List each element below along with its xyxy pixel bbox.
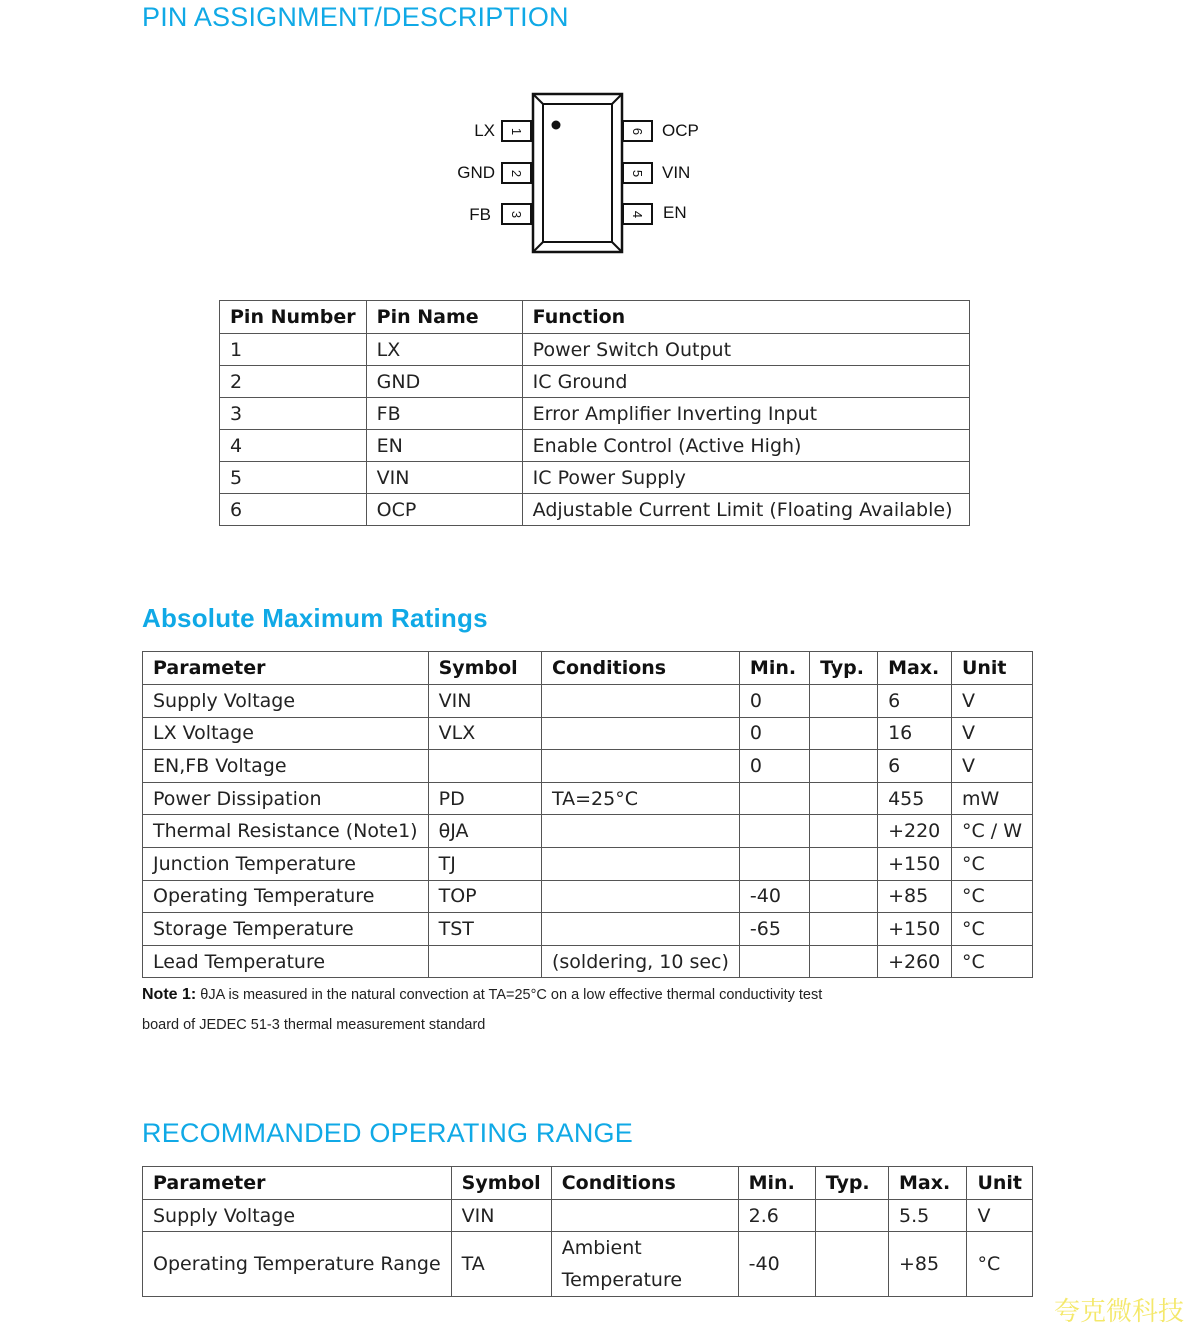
header-pin-number: Pin Number <box>220 301 367 334</box>
cell <box>551 1200 738 1232</box>
header-min: Min. <box>739 652 809 685</box>
cell: FB <box>366 398 522 430</box>
cell: EN,FB Voltage <box>143 750 429 783</box>
pin-4-label: EN <box>663 203 687 222</box>
cell: EN <box>366 430 522 462</box>
cell: °C <box>951 880 1032 913</box>
cell: Supply Voltage <box>143 685 429 718</box>
cell: TST <box>428 913 541 946</box>
cell <box>810 847 878 880</box>
cell <box>815 1232 888 1297</box>
table-row <box>220 398 970 430</box>
cell: +85 <box>888 1232 966 1297</box>
table-row <box>143 815 1033 848</box>
header-unit: Unit <box>951 652 1032 685</box>
table-header-row <box>143 652 1033 685</box>
cell: TOP <box>428 880 541 913</box>
cell <box>428 945 541 978</box>
cell <box>810 913 878 946</box>
cell: °C <box>951 847 1032 880</box>
pin-5-label: VIN <box>662 163 691 182</box>
table-row <box>143 1200 1033 1232</box>
cell: VIN <box>366 462 522 494</box>
pin-6-box: 6 <box>622 120 653 142</box>
table-header-row <box>143 1167 1033 1200</box>
cell: Storage Temperature <box>143 913 429 946</box>
pin-5-box: 5 <box>622 162 653 184</box>
cell: Thermal Resistance (Note1) <box>143 815 429 848</box>
header-typ: Typ. <box>815 1167 888 1200</box>
cell <box>810 685 878 718</box>
cell <box>542 717 740 750</box>
header-conditions: Conditions <box>551 1167 738 1200</box>
cell <box>542 815 740 848</box>
cell: VLX <box>428 717 541 750</box>
recommended-operating-range-table <box>142 1166 1033 1297</box>
cell: Supply Voltage <box>143 1200 452 1232</box>
table-row <box>220 334 970 366</box>
table-row <box>220 366 970 398</box>
cell <box>810 717 878 750</box>
cell: GND <box>366 366 522 398</box>
cell: VIN <box>428 685 541 718</box>
table-row <box>143 913 1033 946</box>
cell <box>810 750 878 783</box>
table-header-row <box>220 301 970 334</box>
cell: Power Switch Output <box>522 334 969 366</box>
table-row <box>220 430 970 462</box>
table-row <box>220 494 970 526</box>
cell: °C <box>951 913 1032 946</box>
cell: Enable Control (Active High) <box>522 430 969 462</box>
cell: V <box>951 717 1032 750</box>
pin-3-label: FB <box>469 205 491 224</box>
note-label: Note 1: <box>142 986 197 1003</box>
cell: 2.6 <box>738 1200 815 1232</box>
cell: 0 <box>739 685 809 718</box>
header-conditions: Conditions <box>542 652 740 685</box>
note-line-1: θJA is measured in the natural convection at TA=25°C on a low effective thermal conductivity test <box>200 987 823 1003</box>
cell: VIN <box>451 1200 551 1232</box>
table-row <box>143 847 1033 880</box>
cell: TA=25°C <box>542 782 740 815</box>
cell: +150 <box>878 913 952 946</box>
cell <box>810 880 878 913</box>
table-row <box>143 782 1033 815</box>
cell: Operating Temperature <box>143 880 429 913</box>
cell <box>551 1232 738 1297</box>
header-function: Function <box>522 301 969 334</box>
table-row <box>220 462 970 494</box>
cell: LX Voltage <box>143 717 429 750</box>
thermal-note <box>142 986 822 1004</box>
header-max: Max. <box>878 652 952 685</box>
cell: Operating Temperature Range <box>143 1232 452 1297</box>
table-row <box>143 945 1033 978</box>
cell: LX <box>366 334 522 366</box>
cell: -40 <box>738 1232 815 1297</box>
cell: 4 <box>220 430 367 462</box>
cell: PD <box>428 782 541 815</box>
absolute-maximum-ratings-table <box>142 651 1033 978</box>
cell: 6 <box>878 750 952 783</box>
cond-line-2: Temperature <box>561 1269 683 1291</box>
pin-6-label: OCP <box>662 121 699 140</box>
note-line-2: board of JEDEC 51-3 thermal measurement standard <box>142 1017 486 1033</box>
header-unit: Unit <box>967 1167 1033 1200</box>
cell: +260 <box>878 945 952 978</box>
cell <box>739 847 809 880</box>
cell: 6 <box>220 494 367 526</box>
watermark: 夸克微科技 <box>1053 1297 1184 1327</box>
cell: 2 <box>220 366 367 398</box>
table-row <box>143 880 1033 913</box>
cell: Lead Temperature <box>143 945 429 978</box>
cell <box>542 880 740 913</box>
cell: IC Ground <box>522 366 969 398</box>
pin-assignment-heading: PIN ASSIGNMENT/DESCRIPTION <box>142 2 569 32</box>
cell <box>542 913 740 946</box>
pin-2-box: 2 <box>501 162 532 184</box>
cell: -40 <box>739 880 809 913</box>
cell <box>428 750 541 783</box>
cell: -65 <box>739 913 809 946</box>
header-symbol: Symbol <box>451 1167 551 1200</box>
pin-1-label: LX <box>474 121 495 140</box>
cell: V <box>967 1200 1033 1232</box>
cell <box>739 945 809 978</box>
cell: θJA <box>428 815 541 848</box>
abs-max-heading: Absolute Maximum Ratings <box>142 603 488 633</box>
cell <box>542 750 740 783</box>
header-parameter: Parameter <box>143 1167 452 1200</box>
cell: TJ <box>428 847 541 880</box>
header-pin-name: Pin Name <box>366 301 522 334</box>
cell: mW <box>951 782 1032 815</box>
cell <box>542 847 740 880</box>
header-max: Max. <box>888 1167 966 1200</box>
header-typ: Typ. <box>810 652 878 685</box>
cell: Power Dissipation <box>143 782 429 815</box>
cell: Junction Temperature <box>143 847 429 880</box>
cell: (soldering, 10 sec) <box>542 945 740 978</box>
pin-description-table <box>219 300 970 526</box>
cell: V <box>951 750 1032 783</box>
pin-3-box: 3 <box>501 203 532 225</box>
cell: Error Amplifier Inverting Input <box>522 398 969 430</box>
cell: 3 <box>220 398 367 430</box>
header-symbol: Symbol <box>428 652 541 685</box>
cell: TA <box>451 1232 551 1297</box>
cell <box>815 1200 888 1232</box>
cond-line-1: Ambient <box>561 1237 642 1259</box>
cell <box>810 782 878 815</box>
cell: Adjustable Current Limit (Floating Available) <box>522 494 969 526</box>
cell: 0 <box>739 750 809 783</box>
table-row <box>143 750 1033 783</box>
cell: V <box>951 685 1032 718</box>
sot23-6-pinout-diagram <box>440 85 740 265</box>
cell <box>810 815 878 848</box>
cell <box>542 685 740 718</box>
header-min: Min. <box>738 1167 815 1200</box>
cell: 455 <box>878 782 952 815</box>
cell: +85 <box>878 880 952 913</box>
cell: 6 <box>878 685 952 718</box>
table-row <box>143 1232 1033 1297</box>
pin-4-box: 4 <box>622 203 653 225</box>
cell: °C <box>951 945 1032 978</box>
cell: IC Power Supply <box>522 462 969 494</box>
cell: +220 <box>878 815 952 848</box>
pin-1-box: 1 <box>501 120 532 142</box>
recommended-range-heading: RECOMMANDED OPERATING RANGE <box>142 1118 633 1148</box>
cell: OCP <box>366 494 522 526</box>
cell: °C <box>967 1232 1033 1297</box>
cell: 16 <box>878 717 952 750</box>
cell: 1 <box>220 334 367 366</box>
table-row <box>143 717 1033 750</box>
cell: 5.5 <box>888 1200 966 1232</box>
table-row <box>143 685 1033 718</box>
cell: 5 <box>220 462 367 494</box>
header-parameter: Parameter <box>143 652 429 685</box>
cell: °C / W <box>951 815 1032 848</box>
cell <box>810 945 878 978</box>
cell: +150 <box>878 847 952 880</box>
cell: 0 <box>739 717 809 750</box>
cell <box>739 815 809 848</box>
cell <box>739 782 809 815</box>
pin-2-label: GND <box>457 163 495 182</box>
